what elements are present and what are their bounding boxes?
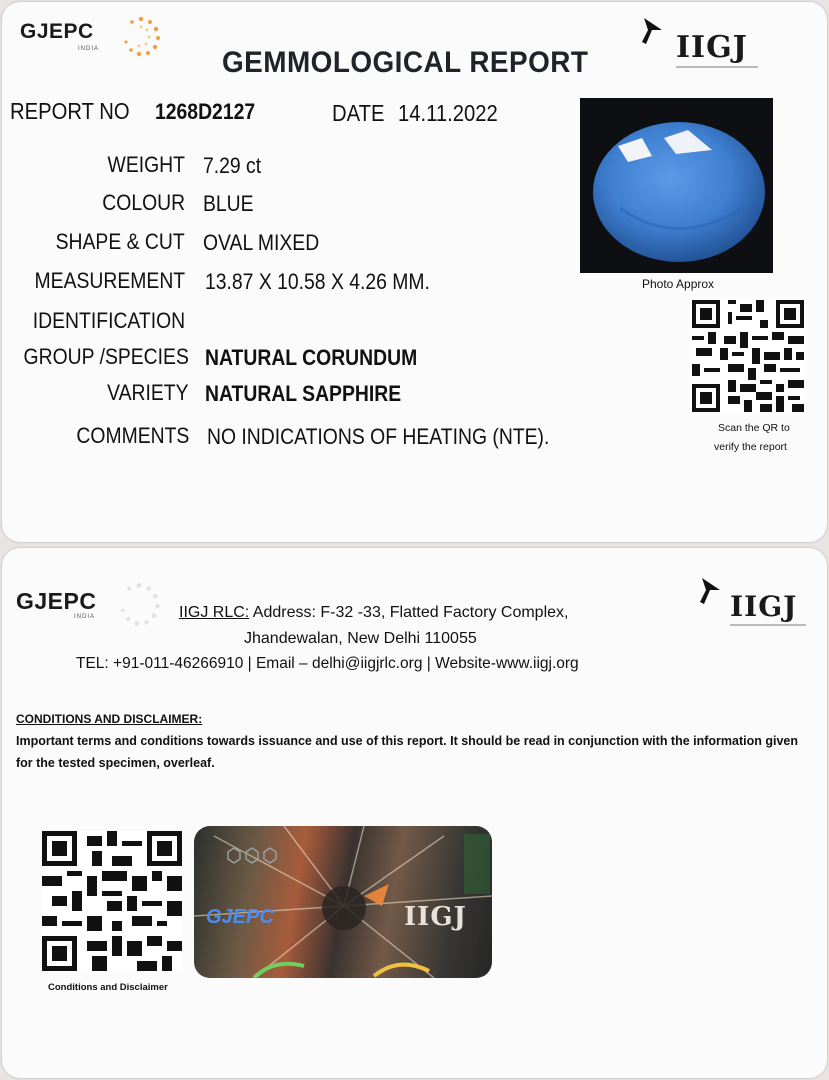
report-no-value: 1268D2127 (155, 99, 256, 124)
field-colour-value: BLUE (203, 191, 254, 216)
report-no-label: REPORT NO (10, 98, 130, 124)
verify-qr-code[interactable] (692, 299, 804, 413)
report-back-card (2, 548, 827, 1078)
conditions-qr-code[interactable] (42, 828, 182, 974)
address-line-2: Jhandewalan, New Delhi 110055 (244, 630, 477, 647)
date-label: DATE (332, 100, 385, 126)
conditions-qr-caption: Conditions and Disclaimer (48, 982, 168, 993)
conditions-text: Important terms and conditions towards issuance and use of this report. It should be read in conjunction with the information given for the tested specimen, overleaf. (16, 734, 799, 770)
address-prefix: IIGJ RLC: (179, 604, 250, 621)
field-shape-label: SHAPE & CUT (55, 229, 185, 254)
iigj-arrow-icon (698, 576, 724, 606)
report-front-card (2, 2, 827, 542)
contact-line: TEL: +91-011-46266910 | Email – delhi@iigjrlc.org | Website-www.iigj.org (76, 655, 579, 672)
iigj-logo-underline (730, 624, 806, 626)
gjepc-logo-back (16, 588, 97, 620)
gjepc-logo-text: GJEPC (20, 20, 94, 43)
report-title: GEMMOLOGICAL REPORT (222, 46, 589, 79)
qr-caption-line1: Scan the QR to (718, 422, 790, 434)
conditions-heading: CONDITIONS AND DISCLAIMER: (16, 712, 203, 726)
field-comments-label: COMMENTS (76, 423, 189, 448)
iigj-logo-back-text: IIGJ (730, 590, 798, 623)
iigj-arrow-icon (640, 16, 666, 46)
field-comments-value: NO INDICATIONS OF HEATING (NTE). (207, 424, 550, 449)
hologram-iigj-text: IIGJ (404, 902, 467, 932)
field-weight-label: WEIGHT (107, 152, 185, 177)
address-text: Address: F-32 -33, Flatted Factory Complex, (249, 604, 569, 621)
gjepc-logo (20, 20, 100, 52)
gjepc-sunburst-icon (118, 14, 164, 60)
hologram-gjepc-text: GJEPC (206, 906, 274, 928)
field-species-label: GROUP /SPECIES (23, 344, 189, 369)
qr-caption-line2: verify the report (714, 441, 787, 453)
iigj-logo-text: IIGJ (676, 30, 748, 65)
field-variety-label: VARIETY (107, 380, 189, 405)
field-colour-label: COLOUR (102, 190, 185, 215)
date-value: 14.11.2022 (398, 100, 498, 126)
gemstone-photo (580, 98, 773, 273)
sapphire-gem-icon (580, 98, 773, 273)
gjepc-sunburst-icon (114, 580, 164, 630)
gjepc-logo-subtext: INDIA (78, 46, 100, 52)
field-shape-value: OVAL MIXED (203, 230, 320, 255)
field-species-value: NATURAL CORUNDUM (205, 345, 418, 370)
field-weight-value: 7.29 ct (203, 153, 262, 178)
photo-caption: Photo Approx (642, 277, 715, 291)
field-variety-value: NATURAL SAPPHIRE (205, 381, 402, 406)
gjepc-logo-back-subtext: INDIA (74, 614, 96, 620)
address-line-1 (179, 604, 568, 622)
field-measurement-label: MEASUREMENT (34, 268, 185, 293)
gjepc-logo-back-text: GJEPC (16, 588, 97, 614)
field-measurement-value: 13.87 X 10.58 X 4.26 MM. (205, 269, 430, 294)
security-hologram (194, 826, 492, 978)
field-identification-label: IDENTIFICATION (32, 308, 185, 333)
iigj-logo-underline (676, 66, 758, 68)
